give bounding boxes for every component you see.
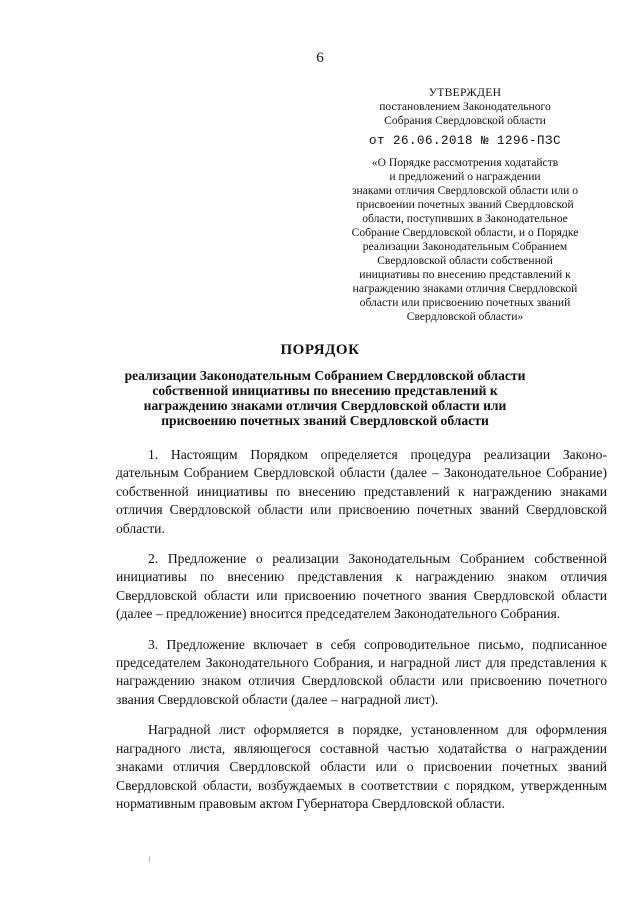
reference-line: «О Порядке рассмотрения ходатайств <box>371 156 559 169</box>
subtitle-line: реализации Законодательным Собранием Свердловской области <box>124 368 526 383</box>
reference-line: и предложений о награждении <box>389 170 541 183</box>
reference-line: области или присвоению почетных званий <box>359 296 571 309</box>
subtitle-line: собственной инициативы по внесению представлений к <box>152 383 498 398</box>
approval-line: Собрания Свердловской области <box>384 114 546 127</box>
reference-line: Собрание Свердловской области, и о Порядке <box>351 226 579 239</box>
paragraph: Наградной лист оформляется в порядке, установленном для оформления наградного листа, являющегося составной частью ходатайства о награждении знаками отличия Свердловской области или о присвоении почетных званий Свердловской области, возбуждаемых в соответствии с порядком, утвержденным нормативным правовым актом Губернатора Свердловской области. <box>116 722 607 811</box>
reference-line: знаками отличия Свердловской области или о <box>351 184 579 197</box>
approval-date: от 26.06.2018 № 1296-ПЗС <box>368 134 562 148</box>
approval-block <box>330 86 600 324</box>
approval-line: постановлением Законодательного <box>379 100 551 113</box>
approved-heading: УТВЕРЖДЕН <box>428 86 502 99</box>
subtitle-line: награждению знаками отличия Свердловской области или <box>143 398 507 413</box>
page-number: 6 <box>316 50 324 66</box>
reference-line: Свердловской области» <box>406 310 524 323</box>
reference-line: инициативы по внесению представлений к <box>359 268 571 281</box>
reference-line: присвоении почетных званий Свердловской <box>356 198 574 211</box>
scan-mark <box>149 856 150 862</box>
document-body <box>116 446 607 825</box>
reference-line: Свердловской области собственной <box>377 254 553 267</box>
reference-line: области, поступивших в Законодательное <box>362 212 568 225</box>
paragraph: 3. Предложение включает в себя сопроводительное письмо, подписанное председателем Законодательного Собрания, и наградной лист для представления к награждению знаком отличия Свердловской области или присвоению почетного звания Свердловской области (далее – наградной лист). <box>116 636 607 707</box>
document-subtitle <box>110 368 540 428</box>
reference-line: реализации Законодательным Собранием <box>362 240 568 253</box>
paragraph: 1. Настоящим Порядком определяется процедура реализации Законодательным Собранием Свердловской области (далее – Законодательное Собрание) собственной инициативы по внесению представлений к награждению знаками отличия Свердловской области или присвоению почетных званий Свердловской области. <box>116 447 607 536</box>
document-title: ПОРЯДОК <box>280 342 360 358</box>
reference-line: награждению знаками отличия Свердловской <box>352 282 578 295</box>
subtitle-line: присвоению почетных званий Свердловской области <box>161 413 489 428</box>
paragraph: 2. Предложение о реализации Законодательным Собранием собственной инициативы по внесению представления к награждению знаком отличия Свердловской области или присвоению почетного звания Свердловской области (далее – предложение) вносится председателем Законодательного Собрания. <box>116 551 607 622</box>
